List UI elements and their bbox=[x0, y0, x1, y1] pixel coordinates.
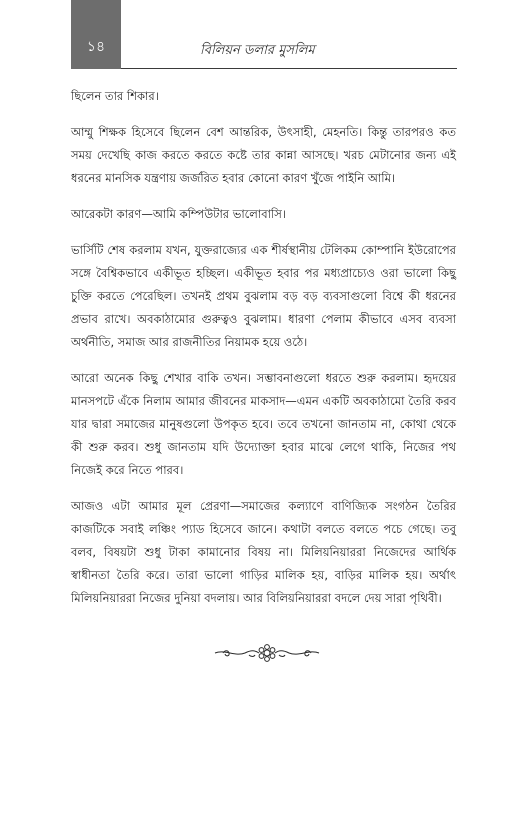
paragraph: আরো অনেক কিছু শেখার বাকি তখন। সম্ভাবনাগুলো ধরতে শুরু করলাম। হৃদয়ের মানসপটে এঁকে নিলাম আমার জীবনের মাকসাদ—এমন একটি অবকাঠামো তৈরি করব যার দ্বারা সমাজের মানুষগুলো উপকৃত হবে। তবে তখনো জানতাম না, কোথা থেকে কী শুরু করব। শুধু জানতাম যদি উদ্যোক্তা হবার মাঝে লেগে থাকি, নিজের পথ নিজেই করে নিতে পারব। bbox=[71, 371, 456, 477]
page-number: ১৪ bbox=[86, 39, 106, 55]
paragraph: আম্মু শিক্ষক হিসেবে ছিলেন বেশ আন্তরিক, উৎসাহী, মেহনতি। কিন্তু তারপরও কত সময় দেখেছি কাজ করতে করতে কষ্টে তার কান্না আসছে। খরচ মেটানোর জন্য এই ধরনের মানসিক যন্ত্রণায় জর্জরিত হবার কোনো কারণ খুঁজে পাইনি আমি। bbox=[71, 125, 456, 185]
running-title: বিলিয়ন ডলার মুসলিম bbox=[200, 43, 315, 58]
paragraph: ভার্সিটি শেষ করলাম যখন, যুক্তরাজ্যের এক শীর্ষস্থানীয় টেলিকম কোম্পানি ইউরোপের সঙ্গে বৈশ্বিকভাবে একীভূত হচ্ছিল। একীভূত হবার পর মধ্যপ্রাচ্যেও ওরা ভালো কিছু চুক্তি করতে পেরেছিল। তখনই প্রথম বুঝলাম বড় বড় ব্যবসাগুলো বিশ্বে কী ধরনের প্রভাব রাখে। অবকাঠামোর গুরুত্বও বুঝলাম। ধারণা পেলাম কীভাবে এসব ব্যবসা অর্থনীতি, সমাজ আর রাজনীতির নিয়ামক হয়ে ওঠে। bbox=[71, 243, 456, 349]
header-rule bbox=[121, 68, 457, 69]
paragraph: ছিলেন তার শিকার। bbox=[71, 89, 159, 103]
paragraph: আজও এটা আমার মূল প্রেরণা—সমাজের কল্যাণে বাণিজ্যিক সংগঠন তৈরির কাজটিকে সবাই লঞ্চিং প্যাড হিসেবে জানে। কথাটা বলতে বলতে পচে গেছে। তবু বলব, বিষয়টা শুধু টাকা কামানোর বিষয় না। মিলিয়নিয়াররা নিজেদের আর্থিক স্বাধীনতা তৈরি করে। তারা ভালো গাড়ির মালিক হয়, বাড়ির মালিক হয়। অর্থাৎ মিলিয়নিয়াররা নিজের দুনিয়া বদলায়। আর বিলিয়নিয়াররা বদলে দেয় সারা পৃথিবী। bbox=[71, 499, 456, 605]
flourish-divider-icon bbox=[213, 641, 321, 665]
body-text bbox=[71, 85, 456, 623]
page-number-tab bbox=[71, 0, 121, 69]
paragraph: আরেকটা কারণ—আমি কম্পিউটার ভালোবাসি। bbox=[71, 207, 286, 221]
